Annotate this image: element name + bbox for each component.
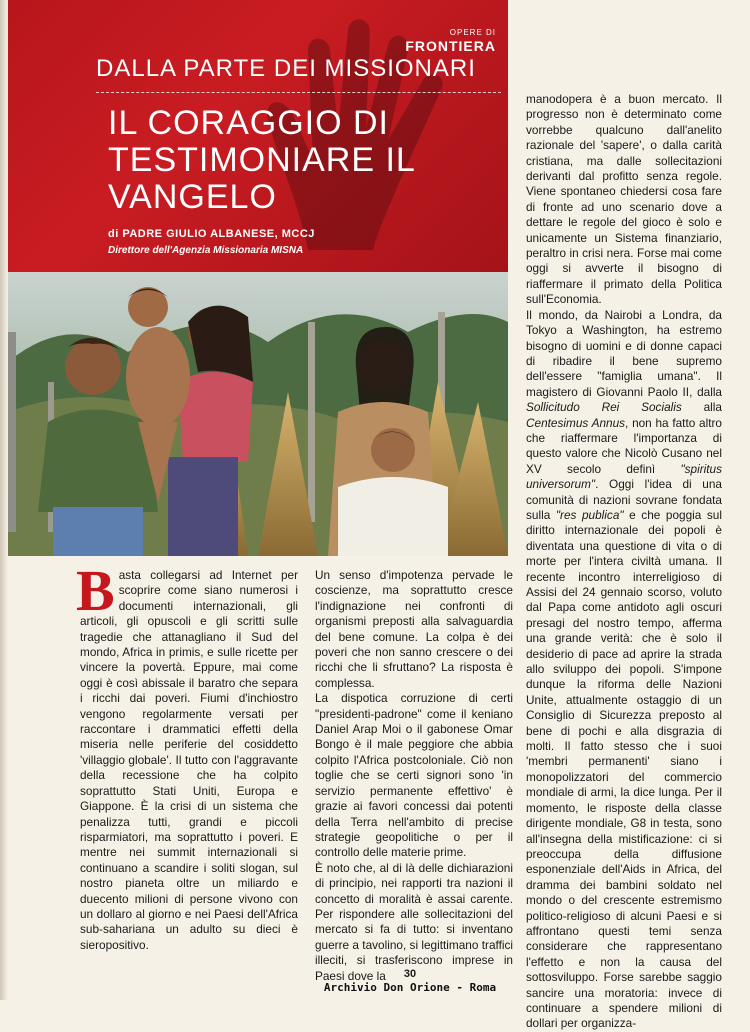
- text-span: alla: [681, 400, 722, 415]
- paragraph: Un senso d'impotenza pervade le coscienze, ma soprattutto cresce l'indignazione nei confronti di organismi preposti alla salvaguardia del bene comune. La colpa è dei poveri che non sanno crescere o dei ricchi che li sfruttano? La risposta è complessa.: [315, 568, 513, 690]
- title-line: VANGELO: [108, 178, 277, 216]
- article-column-1: [76, 558, 298, 953]
- article-column-2: [315, 568, 513, 984]
- section-kicker: DALLA PARTE DEI MISSIONARI: [96, 55, 476, 82]
- drop-cap: B: [76, 558, 115, 623]
- paragraph-text: asta collegarsi ad Internet per scoprire come siano numerosi i documenti internazionali, gli articoli, gli opuscoli e gli scritti sulle tragedie che attanagliano il Sud del mondo, Africa in primis, e sulle ricette per vincere la povertà. Eppure, mai come oggi è così abissale il baratro che separa i ricchi dai poveri. Fiumi d'inchiostro vengono regolarmente versati per raccontare i drammatici effetti della miseria nelle periferie del cosiddetto 'villaggio globale'. Il tutto con l'aggravante della recessione che ha colpito soprattutto Stati Uniti, Europa e Giappone. È la crisi di un sistema che penalizza tutti, grandi e piccoli risparmiatori, ma soprattutto i poveri. E mentre nei summit internazionali si continuano a scandire i soliti slogan, sul nostro pianeta oltre un miliardo e duecento milioni di persone vivono con un dollaro al giorno e nei Paesi dell'Africa sub-sahariana un adulto su dieci è sieropositivo.: [80, 568, 298, 952]
- paragraph: manodopera è a buon mercato. Il progresso non è determinato come vorrebbe qualcuno dall'anelito razionale del 'sapere', o dalla carità cristiana, ma dalle sollecitazioni derivanti dal profitto senza regole. Viene spontaneo chiedersi cosa fare di fronte ad uno scenario dove a dettare le regole del gioco è solo e unicamente un Sistema finanziario, peraltro in crisi nera. Forse mai come oggi si avverte il bisogno di riaffermare il primato della Politica sull'Economia.: [526, 92, 722, 307]
- children-photo-illustration: [8, 272, 508, 556]
- section-logo: [405, 22, 496, 52]
- logo-main-text: FRONTIERA: [405, 38, 496, 54]
- title-line: IL CORAGGIO DI: [108, 104, 390, 142]
- text-span: e che poggia sul diritto internazionale dei popoli è diventata una questione di vita o di morte per l'intera civiltà umana. Il recente incontro interreligioso di Assisi del 24 gennaio scorso, voluto dal Papa come antidoto agli oscuri presagi del nostro tempo, afferma una grande verità: che è solo il desiderio di pace ad aprire la strada allo sviluppo dei popoli. S'impone dunque la riforma delle Nazioni Unite, attualmente ostaggio di un Consiglio di Sicurezza preposto al bene di pochi e alla disgrazia di molti. Il fatto stesso che i suoi 'membri permanenti' siano i monopolizzatori del commercio mondiale di armi, la dice lunga. Per il momento, le risposte della classe dirigente mondiale, G8 in testa, sono all'insegna della mistificazione: ci si preoccupa della diffusione esponenziale dell'Aids in Africa, del dramma dei bambini soldato nel mondo o del crescente estremismo politico-religioso di alcuni Paesi e si affrontano questi temi senza considerare che rappresentano l'effetto e non la causa del sottosviluppo. Forse sarebbe saggio sancire una moratoria: invece di continuare a spendere milioni di dollari per organizza-: [526, 507, 722, 1031]
- latin-quote: "res publica": [555, 507, 624, 522]
- author-affiliation: Direttore dell'Agenzia Missionaria MISNA: [108, 245, 304, 256]
- title-line: TESTIMONIARE IL: [108, 141, 416, 179]
- logo-top-text: OPERE DI: [449, 28, 496, 37]
- archive-watermark: Archivio Don Orione - Roma: [323, 981, 497, 994]
- paragraph: È noto che, al di là delle dichiarazioni di principio, nei rapporti tra nazioni il concetto di moralità è assai carente. Per rispondere alle sollecitazioni del mercato si fa di tutto: si inventano guerre a tavolino, si legittimano traffici illeciti, si trasferiscono imprese in Paesi dove la: [315, 860, 513, 983]
- lead-paragraph: [76, 558, 298, 953]
- children-photo: [8, 272, 508, 556]
- author-byline: di PADRE GIULIO ALBANESE, MCCJ: [108, 228, 315, 240]
- article-column-3: [526, 92, 722, 1032]
- encyclical-title: Sollicitudo Rei Socialis: [526, 400, 682, 415]
- paragraph: La dispotica corruzione di certi "presidenti-padrone" come il keniano Daniel Arap Moi o il gabonese Omar Bongo è il male peggiore che abbia colpito l'Africa postcoloniale. Ciò non toglie che se certi signori sono 'in servizio permanente effettivo' è grazie ai favori concessi dai potenti della Terra nell'ambito di precise strategie geopolitiche o per il controllo delle materie prime.: [315, 691, 513, 860]
- page-edge-shadow: [0, 0, 8, 1000]
- article-header: [8, 0, 508, 272]
- article-title: [108, 105, 498, 216]
- text-span: . Oggi l'idea di una comunità di nazioni sovrane fondata sulla: [526, 477, 722, 522]
- text-span: , non ha fatto altro che riaffermare l'importanza di questo valore che Nicolò Cusano nel XV secolo definì: [526, 415, 722, 476]
- latin-quote: "spiritus universorum": [526, 461, 722, 492]
- page-number: 30: [403, 968, 417, 980]
- encyclical-title: Centesimus Annus: [526, 415, 626, 430]
- kicker-divider: [96, 92, 501, 93]
- paragraph: [526, 308, 722, 1032]
- text-span: Il mondo, da Nairobi a Londra, da Tokyo a Washington, ha estremo bisogno di uomini e di donne capaci di ribadire il bene supremo dell'essere "famiglia umana". Il magistero di Giovanni Paolo II, dalla: [526, 307, 722, 399]
